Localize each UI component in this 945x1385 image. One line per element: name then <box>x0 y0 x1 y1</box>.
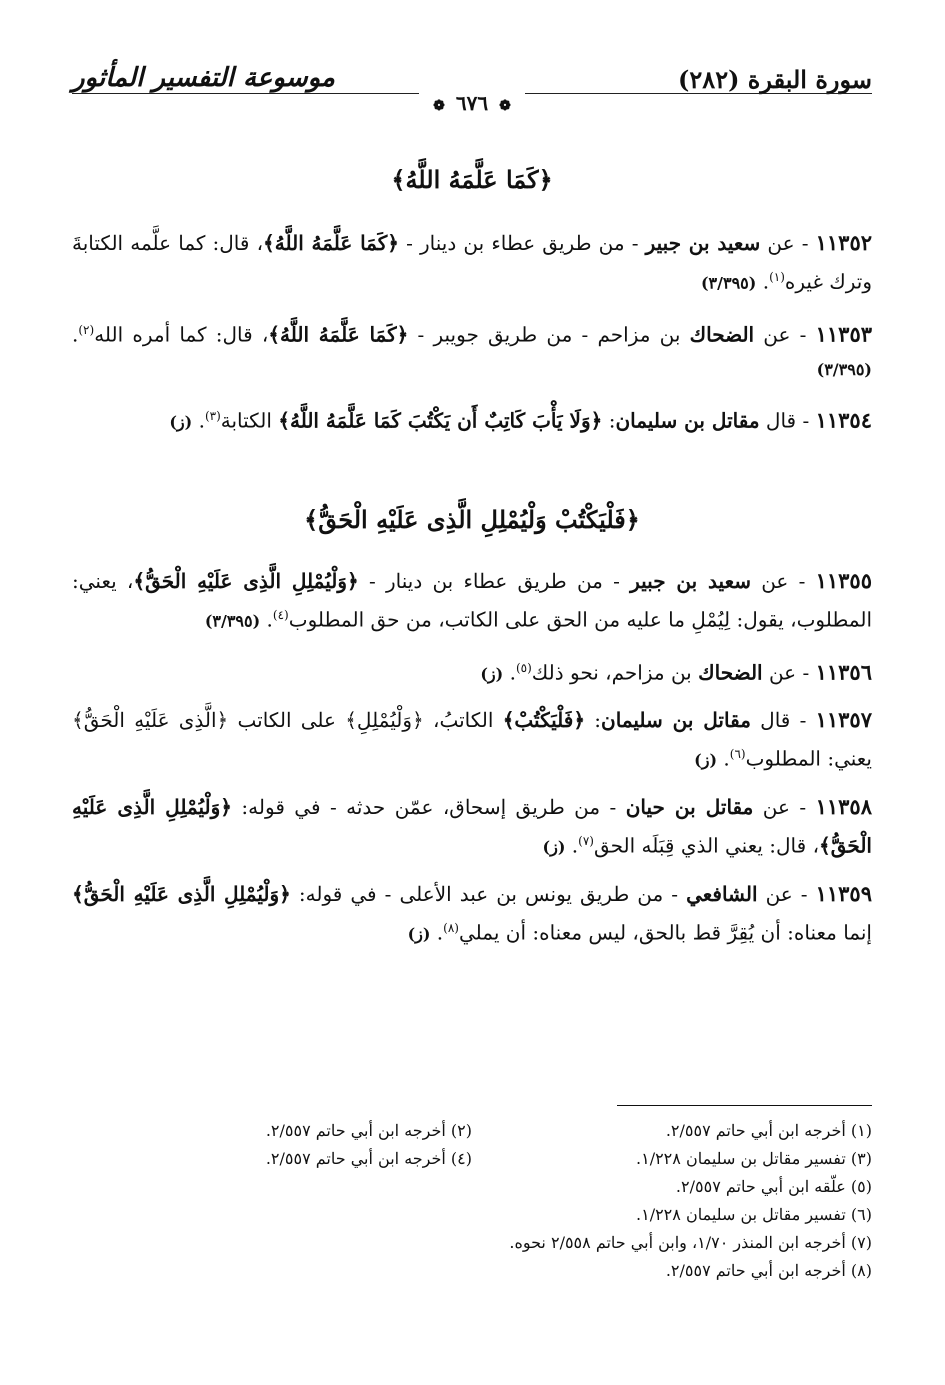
narrator-name: الضحاك <box>698 660 763 685</box>
entry-text: . <box>192 408 205 433</box>
reference: (٣/٣٩٥) <box>204 611 261 631</box>
entry-text: - عن <box>762 660 816 685</box>
entry-text: ، قال: كما أمره الله <box>94 322 269 347</box>
footnote-marker: (٣) <box>204 409 221 424</box>
entry-text: . <box>565 833 579 858</box>
section-2 <box>72 500 872 951</box>
entry-text: - من طريق إسحاق، عمّن حدثه - في قوله: <box>232 794 626 819</box>
entry-11353 <box>72 313 872 388</box>
entry-11354 <box>72 399 872 440</box>
entry-text: . <box>717 746 730 771</box>
entry-text: - من طريق عطاء بن دينار - <box>398 231 646 255</box>
footnote-marker: (٥) <box>515 660 532 675</box>
reference: (ز) <box>480 664 504 684</box>
reference: (ز) <box>407 924 431 944</box>
page-number-box <box>419 91 525 115</box>
section-heading: ﴿فَلْيَكْتُبْ وَلْيُمْلِلِ الَّذِى عَلَيْهِ الْحَقُّ﴾ <box>304 504 640 534</box>
footnote-marker: (٧) <box>578 833 594 848</box>
entry-text: : <box>602 408 616 433</box>
footnotes <box>72 1117 872 1285</box>
entry-11359 <box>72 877 872 952</box>
surah-title: سورة البقرة (٢٨٢) <box>678 65 872 94</box>
narrator-name: سعيد بن جبير <box>630 568 751 593</box>
entry-11357 <box>72 703 872 778</box>
footnote-separator <box>617 1105 872 1106</box>
entry-text: . <box>72 322 79 347</box>
entry-11356 <box>72 651 872 692</box>
quran-quote: ﴿كَمَا عَلَّمَهُ اللَّهُ﴾ <box>263 231 399 255</box>
narrator-name: الشافعي <box>686 881 758 906</box>
narrator-name: مقاتل بن حيان <box>625 794 754 819</box>
section-heading: ﴿كَمَا عَلَّمَهُ اللَّهُ﴾ <box>391 165 553 194</box>
entry-11352 <box>72 226 872 301</box>
entry-text: . <box>503 660 516 685</box>
footnote-1: (١) أخرجه ابن أبي حاتم ٢/٥٥٧. <box>665 1121 872 1140</box>
footnote-6: (٦) تفسير مقاتل بن سليمان ١/٢٢٨. <box>636 1205 872 1224</box>
entry-11355 <box>72 564 872 639</box>
entry-text: ، قال: كما علَّمه الكتابةَ وترك غيره <box>72 231 872 294</box>
page-number: ٦٧٦ <box>455 91 489 115</box>
ornament-left-icon: ❁ <box>499 98 511 114</box>
page <box>72 55 872 1355</box>
footnote-3: (٣) تفسير مقاتل بن سليمان ١/٢٢٨. <box>636 1149 872 1168</box>
quran-quote: ﴿وَلْيُمْلِلِ الَّذِى عَلَيْهِ الْحَقُّ﴾ <box>72 881 291 906</box>
narrator-name: مقاتل بن سليمان <box>615 408 760 433</box>
entry-text: إنما معناه: أن يُقِرَّ قط بالحق، ليس معناه: أن يملي <box>458 920 872 945</box>
footnote-marker: (٤) <box>272 607 289 622</box>
entry-text: بن مزاحم - من طريق جويبر - <box>408 322 690 347</box>
page-number-wrap <box>72 91 872 121</box>
entry-text: - قال <box>750 708 816 733</box>
entry-text: بن مزاحم، نحو ذلك <box>531 660 699 685</box>
narrator-name: مقاتل بن سليمان <box>601 708 751 733</box>
book-title: موسوعة التفسير المأثور <box>72 63 335 93</box>
reference: (٣/٣٩٥) <box>816 360 872 380</box>
footnote-marker: (٢) <box>78 322 95 337</box>
entry-text: - عن <box>757 881 816 906</box>
main-content <box>72 160 872 951</box>
entry-text: - قال <box>759 408 816 433</box>
footnote-5: (٥) علّقه ابن أبي حاتم ٢/٥٥٧. <box>675 1177 872 1196</box>
reference: (٣/٣٩٥) <box>700 273 757 293</box>
entry-text: الكتابة <box>220 408 279 433</box>
reference: (ز) <box>694 750 718 770</box>
entry-text: الكاتبُ، ﴿وَلْيُمْلِلِ﴾ على الكاتب ﴿الَّذِى عَلَيْهِ الْحَقُّ﴾ يعني: المطلوب <box>72 708 872 771</box>
entry-text: . <box>756 269 770 294</box>
entry-text: - من طريق عطاء بن دينار - <box>358 568 631 593</box>
footnote-8: (٨) أخرجه ابن أبي حاتم ٢/٥٥٧. <box>665 1261 872 1280</box>
footnote-row <box>72 1117 872 1145</box>
entry-text: - عن <box>754 322 816 347</box>
quran-quote: ﴿فَلْيَكْتُبْ﴾ <box>502 708 586 733</box>
narrator-name: سعيد بن جبير <box>645 231 761 255</box>
footnote-7: (٧) أخرجه ابن المنذر ١/٧٠، وابن أبي حاتم ٢/٥٥٨ نحوه. <box>509 1233 872 1252</box>
reference: (ز) <box>169 412 193 432</box>
entry-11358 <box>72 790 872 865</box>
entry-number: ١١٣٥٦ <box>815 659 872 685</box>
entry-text: - عن <box>750 568 816 593</box>
footnote-4: (٤) أخرجه ابن أبي حاتم ٢/٥٥٧. <box>265 1149 472 1168</box>
reference: (ز) <box>542 837 566 857</box>
footnote-row <box>72 1145 872 1173</box>
footnote-marker: (٦) <box>729 747 746 762</box>
entry-number: ١١٣٥٢ <box>815 230 873 255</box>
section-1 <box>72 160 872 440</box>
entry-number: ١١٣٥٤ <box>815 407 872 433</box>
quran-quote: ﴿كَمَا عَلَّمَهُ اللَّهُ﴾ <box>268 322 409 347</box>
entry-number: ١١٣٥٩ <box>815 880 872 906</box>
quran-quote: ﴿وَلْيُمْلِلِ الَّذِى عَلَيْهِ الْحَقُّ﴾ <box>133 568 359 593</box>
quran-quote: ﴿وَلْيُمْلِلِ الَّذِى عَلَيْهِ الْحَقُّ﴾ <box>72 794 872 858</box>
entry-text: . <box>430 920 444 945</box>
footnote-marker: (١) <box>769 270 785 284</box>
narrator-name: الضحاك <box>689 322 755 347</box>
entry-text: - عن <box>753 794 816 819</box>
entry-text: ، قال: يعني الذي قِبَلَه الحق <box>593 833 820 858</box>
entry-text: - عن <box>760 231 816 255</box>
entry-text: - من طريق يونس بن عبد الأعلى - في قوله: <box>290 881 687 906</box>
entry-number: ١١٣٥٥ <box>815 567 872 593</box>
entry-text: ، يعني: المطلوب، يقول: لِيُمْلِ ما عليه من الحق على الكاتب، من حق المطلوب <box>72 568 872 632</box>
footnote-marker: (٨) <box>443 920 459 935</box>
entry-text: . <box>260 607 273 632</box>
entry-number: ١١٣٥٧ <box>815 707 872 733</box>
entry-text: : <box>585 708 602 733</box>
ornament-right-icon: ❁ <box>433 98 445 114</box>
footnote-2: (٢) أخرجه ابن أبي حاتم ٢/٥٥٧. <box>265 1121 472 1140</box>
quran-quote: ﴿وَلَا يَأْبَ كَاتِبٌ أَن يَكْتُبَ كَمَا عَلَّمَهُ اللَّهُ﴾ <box>278 408 603 433</box>
entry-number: ١١٣٥٨ <box>815 793 872 819</box>
entry-number: ١١٣٥٣ <box>815 321 873 347</box>
